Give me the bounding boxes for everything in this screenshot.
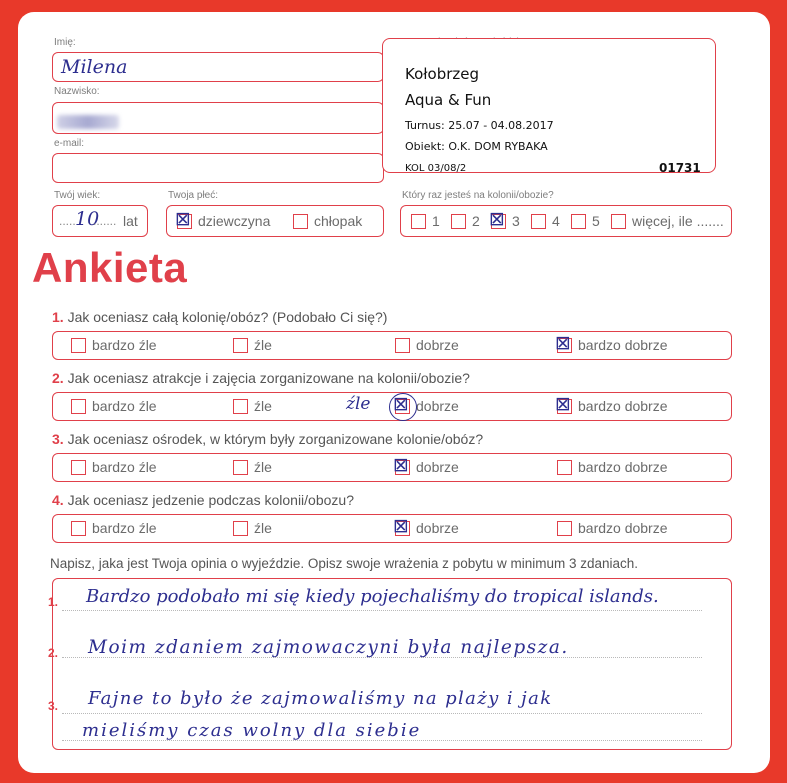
rating-checkbox[interactable]	[346, 392, 410, 415]
girl-checkbox[interactable]	[175, 207, 192, 230]
gender-option-label: dziewczyna	[198, 213, 271, 229]
times-option-5[interactable]	[571, 213, 600, 229]
question-3	[52, 431, 483, 447]
rating-option[interactable]	[71, 398, 157, 414]
rating-checkbox[interactable]	[71, 399, 86, 414]
times-label: Który raz jesteś na kolonii/obozie?	[402, 190, 554, 201]
boy-checkbox[interactable]	[293, 214, 308, 229]
age-value: 10	[75, 208, 100, 230]
gender-field	[166, 205, 384, 237]
checked-mark: ⊠	[393, 453, 409, 476]
rating-option[interactable]	[555, 331, 668, 354]
email-label: e-mail:	[54, 138, 85, 149]
gender-option-boy[interactable]	[293, 213, 362, 229]
rating-checkbox[interactable]	[71, 521, 86, 536]
trip-number: 01731	[659, 161, 701, 175]
times-checkbox[interactable]	[531, 214, 546, 229]
question-4-answer-row	[52, 514, 732, 543]
surname-field[interactable]	[52, 102, 384, 134]
name-value: Milena	[61, 56, 128, 78]
rating-checkbox[interactable]	[393, 514, 410, 537]
rating-option[interactable]	[395, 337, 459, 353]
rating-checkbox[interactable]	[393, 453, 410, 476]
rating-option-label: dobrze	[416, 398, 459, 414]
rating-option[interactable]	[393, 514, 459, 537]
times-option-label: więcej, ile .......	[632, 213, 724, 229]
times-option-3[interactable]	[489, 207, 520, 230]
question-text: Jak oceniasz całą kolonię/obóz? (Podobało Ci się?)	[67, 309, 388, 325]
times-checkbox[interactable]	[489, 207, 506, 230]
answer-line	[62, 610, 702, 611]
surname-label: Nazwisko:	[54, 86, 100, 97]
rating-option[interactable]	[233, 337, 272, 353]
times-option-4[interactable]	[531, 213, 560, 229]
times-option-label: 5	[592, 213, 600, 229]
rating-checkbox[interactable]	[233, 338, 248, 353]
question-number: 2.	[52, 370, 64, 386]
trip-turnus: Turnus: 25.07 - 04.08.2017	[405, 119, 554, 132]
rating-option[interactable]	[346, 392, 459, 415]
question-1-answer-row	[52, 331, 732, 360]
checked-mark: ⊠	[555, 331, 571, 354]
answer-3-continued: mieliśmy czas wolny dla siebie	[82, 720, 422, 741]
rating-option[interactable]	[557, 520, 668, 536]
question-2	[52, 370, 470, 386]
rating-checkbox[interactable]	[71, 460, 86, 475]
rating-option[interactable]	[557, 459, 668, 475]
rating-option-label: bardzo źle	[92, 520, 157, 536]
question-text: Jak oceniasz jedzenie podczas kolonii/obozu?	[67, 492, 354, 508]
checked-mark: ⊠	[555, 392, 571, 415]
rating-checkbox[interactable]	[557, 521, 572, 536]
rating-option-label: dobrze	[416, 520, 459, 536]
question-3-answer-row	[52, 453, 732, 482]
answer-3: Fajne to było że zajmowaliśmy na plaży i jak	[88, 688, 553, 709]
times-checkbox[interactable]	[451, 214, 466, 229]
rating-option-label: bardzo dobrze	[578, 398, 668, 414]
trip-city: Kołobrzeg	[405, 65, 480, 83]
question-number: 3.	[52, 431, 64, 447]
rating-option-label: źle	[254, 520, 272, 536]
gender-option-girl[interactable]	[175, 207, 271, 230]
rating-option-label: bardzo źle	[92, 398, 157, 414]
answer-1: Bardzo podobało mi się kiedy pojechaliśmy do tropical islands.	[86, 586, 659, 607]
question-4	[52, 492, 354, 508]
times-option-2[interactable]	[451, 213, 480, 229]
question-text: Jak oceniasz atrakcje i zajęcia zorganizowane na kolonii/obozie?	[67, 370, 470, 386]
rating-option-label: dobrze	[416, 337, 459, 353]
rating-option[interactable]	[233, 459, 272, 475]
rating-checkbox[interactable]	[233, 460, 248, 475]
rating-option-label: bardzo dobrze	[578, 459, 668, 475]
times-option-label: 1	[432, 213, 440, 229]
handwritten-note: źle	[346, 393, 371, 414]
checked-mark: ⊠	[489, 207, 505, 230]
times-field	[400, 205, 732, 237]
times-checkbox[interactable]	[611, 214, 626, 229]
gender-option-label: chłopak	[314, 213, 363, 229]
times-checkbox[interactable]	[411, 214, 426, 229]
age-unit: lat	[123, 213, 138, 229]
rating-option[interactable]	[555, 392, 668, 415]
times-option-label: 4	[552, 213, 560, 229]
rating-checkbox[interactable]	[71, 338, 86, 353]
answer-line	[62, 713, 702, 714]
rating-checkbox[interactable]	[557, 460, 572, 475]
rating-checkbox[interactable]	[555, 331, 572, 354]
question-2-answer-row	[52, 392, 732, 421]
rating-checkbox[interactable]	[555, 392, 572, 415]
rating-checkbox[interactable]	[233, 399, 248, 414]
opinion-prompt: Napisz, jaka jest Twoja opinia o wyjeździe. Opisz swoje wrażenia z pobytu w minimum 3 zdaniach.	[50, 556, 639, 571]
rating-option-label: bardzo dobrze	[578, 520, 668, 536]
name-label: Imię:	[54, 37, 76, 48]
gender-label: Twoja płeć:	[168, 190, 219, 201]
survey-title: Ankieta	[32, 244, 188, 291]
rating-option-label: bardzo źle	[92, 459, 157, 475]
trip-name: Aqua & Fun	[405, 91, 492, 109]
times-option-label: 2	[472, 213, 480, 229]
age-field[interactable]: ..... 10 ....... lat	[52, 205, 148, 237]
times-option-more[interactable]	[611, 213, 724, 229]
rating-option[interactable]	[71, 520, 157, 536]
rating-option-label: źle	[254, 398, 272, 414]
rating-option[interactable]	[233, 520, 272, 536]
rating-option-label: źle	[254, 459, 272, 475]
answer-number: 2.	[48, 646, 59, 660]
email-field[interactable]	[52, 153, 384, 183]
rating-option-label: bardzo dobrze	[578, 337, 668, 353]
rating-checkbox[interactable]	[233, 521, 248, 536]
times-option-1[interactable]	[411, 213, 440, 229]
question-number: 1.	[52, 309, 64, 325]
trip-info-box	[382, 38, 716, 173]
times-checkbox[interactable]	[571, 214, 586, 229]
question-number: 4.	[52, 492, 64, 508]
name-field[interactable]	[52, 52, 384, 82]
answer-2: Moim zdaniem zajmowaczyni była najlepsza.	[88, 637, 569, 658]
redacted-surname	[57, 115, 119, 129]
rating-checkbox[interactable]	[395, 338, 410, 353]
question-text: Jak oceniasz ośrodek, w którym były zorganizowane kolonie/obóz?	[67, 431, 484, 447]
rating-option[interactable]	[393, 453, 459, 476]
question-1	[52, 309, 387, 325]
trip-code: KOL 03/08/2	[405, 163, 467, 174]
rating-option-label: bardzo źle	[92, 337, 157, 353]
rating-option[interactable]	[71, 337, 157, 353]
rating-option-label: dobrze	[416, 459, 459, 475]
answer-number: 1.	[48, 595, 59, 609]
checked-mark: ⊠	[393, 514, 409, 537]
rating-option-label: źle	[254, 337, 272, 353]
times-option-label: 3	[512, 213, 520, 229]
checked-mark: ⊠	[393, 392, 409, 415]
correction-circle	[389, 393, 417, 421]
checked-mark: ⊠	[175, 207, 191, 230]
age-label: Twój wiek:	[54, 190, 101, 201]
answer-number: 3.	[48, 699, 59, 713]
rating-option[interactable]	[233, 398, 272, 414]
rating-option[interactable]	[71, 459, 157, 475]
trip-obiekt: Obiekt: O.K. DOM RYBAKA	[405, 140, 548, 153]
